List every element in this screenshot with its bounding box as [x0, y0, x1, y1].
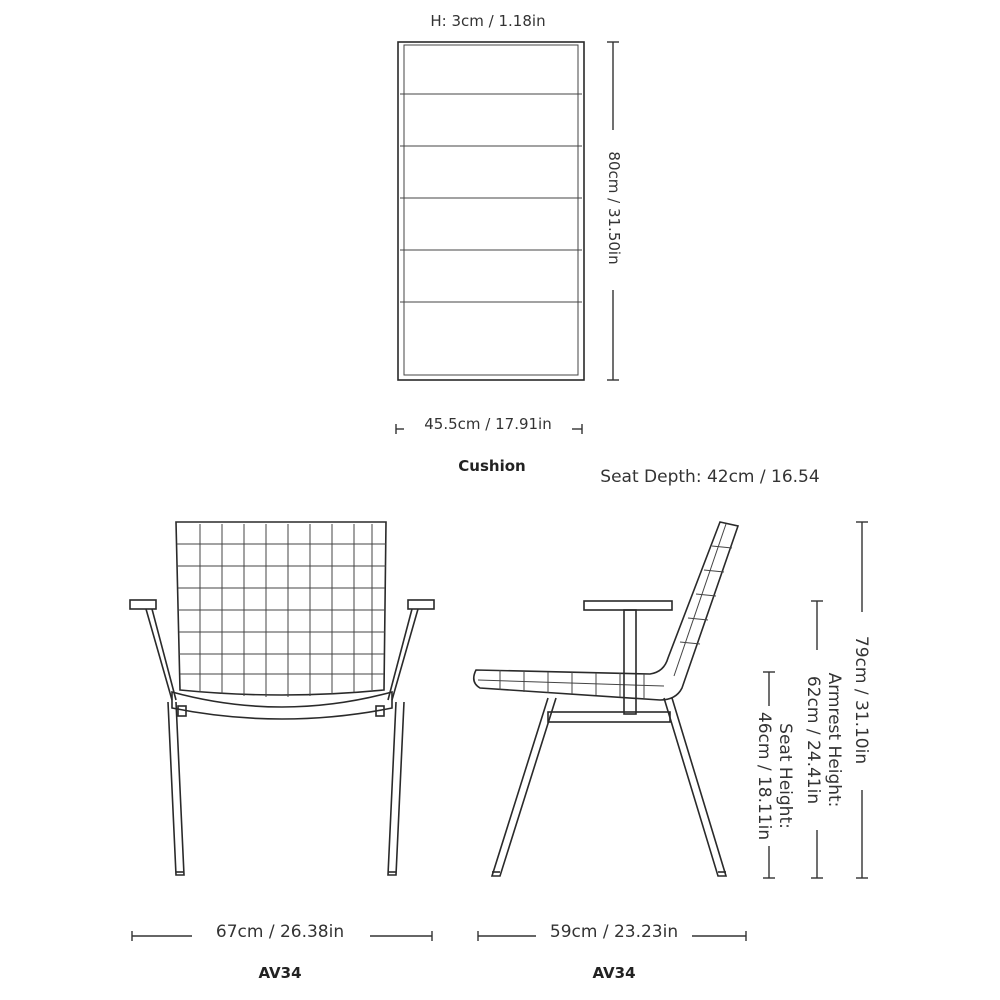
seat-height-label-1: Seat Height: — [775, 723, 795, 829]
armrest-height-label-1: Armrest Height: — [824, 672, 844, 808]
cushion-height-label: H: 3cm / 1.18in — [430, 12, 546, 30]
armrest-height-label-2: 62cm / 24.41in — [803, 675, 823, 805]
front-left-leg — [168, 702, 184, 875]
front-left-armrest — [130, 600, 156, 609]
side-caption: AV34 — [592, 964, 636, 982]
total-height-label: 79cm / 31.10in — [851, 635, 871, 765]
cushion-length-label: 80cm / 31.50in — [605, 151, 623, 265]
cushion-caption: Cushion — [458, 457, 526, 475]
cushion-width-label: 45.5cm / 17.91in — [424, 415, 552, 433]
seat-depth-label: Seat Depth: 42cm / 16.54 — [600, 467, 820, 487]
seat-height-label-2: 46cm / 18.11in — [754, 711, 774, 841]
total-height-dimension — [851, 522, 871, 878]
side-woven-shell — [474, 522, 738, 700]
front-right-leg — [388, 702, 404, 875]
cushion-outline — [398, 42, 584, 380]
front-seat — [172, 692, 392, 719]
front-width-label: 67cm / 26.38in — [215, 922, 345, 942]
side-width-label: 59cm / 23.23in — [549, 922, 679, 942]
cushion-length-dimension — [605, 42, 623, 380]
front-backrest-weave — [176, 522, 386, 697]
front-width-dimension — [132, 922, 432, 942]
armrest-height-dimension — [803, 601, 844, 878]
front-caption: AV34 — [258, 964, 302, 982]
cushion-drawing — [396, 12, 623, 475]
side-width-dimension — [478, 922, 746, 942]
side-armrest — [584, 601, 672, 610]
cushion-width-dimension — [396, 415, 582, 434]
seat-height-dimension — [754, 672, 795, 878]
side-seat-frame — [548, 712, 670, 722]
side-view-drawing — [474, 467, 871, 982]
front-view-drawing — [130, 522, 434, 982]
front-right-armrest — [408, 600, 434, 609]
side-back-leg — [664, 698, 726, 876]
side-front-leg — [492, 698, 556, 876]
